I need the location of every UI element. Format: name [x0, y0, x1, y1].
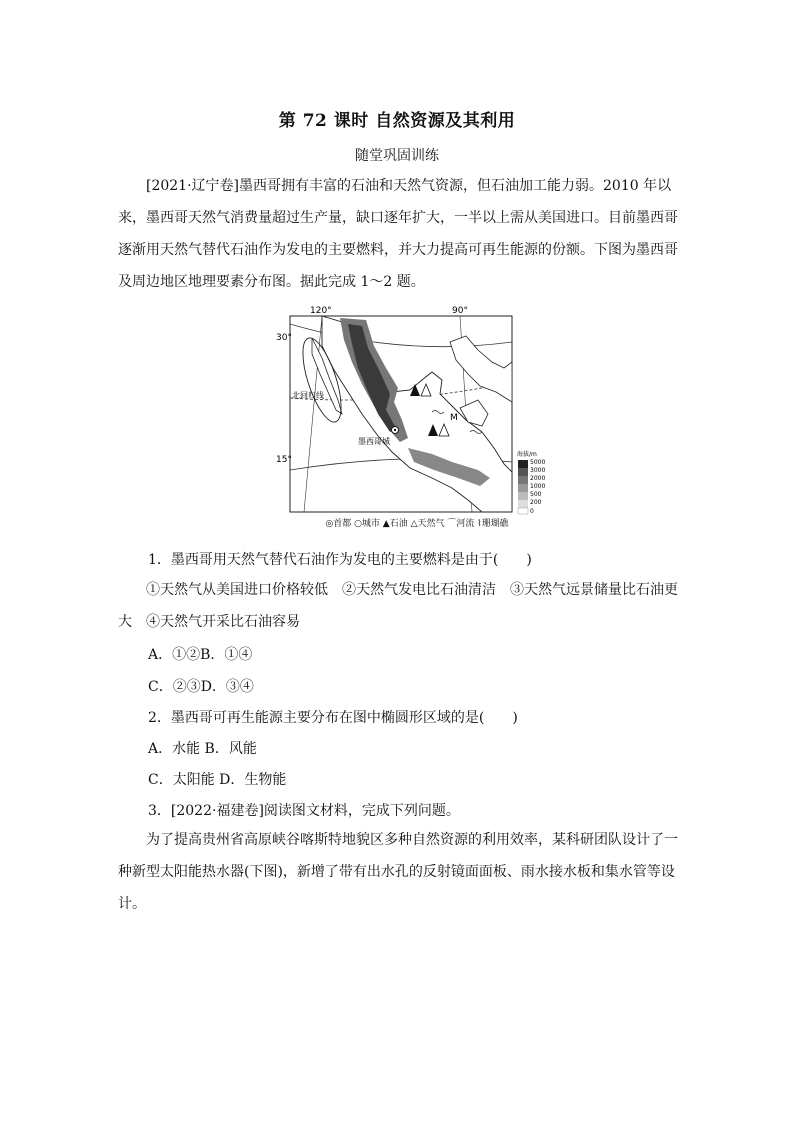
elevation-legend-title: 海拔/m — [517, 451, 537, 458]
question-1-stem: 1．墨西哥用天然气替代石油作为发电的主要燃料是由于( ) — [148, 552, 532, 568]
page-title: 第 72 课时 自然资源及其利用 — [278, 111, 516, 131]
svg-text:200: 200 — [530, 499, 542, 506]
tropic-label: 北回归线 — [292, 391, 324, 400]
elevation-legend — [517, 450, 545, 515]
question-3-stem: 3．[2022·福建卷]阅读图文材料，完成下列问题。 — [148, 803, 460, 819]
mexico-map — [276, 302, 552, 516]
lat-label-15: 15° — [276, 455, 292, 465]
lon-label-120: 120° — [310, 306, 332, 316]
question-1-choice-cd: C．②③D．③④ — [148, 679, 254, 695]
svg-text:1000: 1000 — [530, 483, 546, 490]
map-symbol-legend: ◎首都 ○城市 ▲石油 △天然气 ⌒河流 ⌇珊瑚礁 — [325, 519, 509, 529]
question-2-choice-cd: C．太阳能 D．生物能 — [148, 772, 287, 788]
question-2-choice-ab: A．水能 B．风能 — [148, 741, 257, 757]
lon-label-90: 90° — [452, 306, 468, 316]
question-2-stem: 2．墨西哥可再生能源主要分布在图中椭圆形区域的是( ) — [148, 710, 518, 726]
svg-text:5000: 5000 — [530, 459, 546, 466]
svg-text:500: 500 — [530, 491, 542, 498]
svg-text:3000: 3000 — [530, 467, 546, 474]
question-1-choice-ab: A．①②B．①④ — [148, 647, 253, 663]
capital-label: 墨西哥城 — [358, 437, 390, 446]
page-subtitle: 随堂巩固训练 — [355, 148, 439, 164]
svg-text:2000: 2000 — [530, 475, 546, 482]
material-paragraph: 为了提高贵州省高原峡谷喀斯特地貌区多种自然资源的利用效率，某科研团队设计了一种新型太阳能热水器(下图)，新增了带有出水孔的反射镜面面板、雨水接水板和集水管等设计。 — [118, 832, 678, 912]
mexico-map-figure — [276, 302, 552, 532]
question-1-options: ①天然气从美国进口价格较低 ②天然气发电比石油清洁 ③天然气远景储量比石油更大 ④天然气开采比石油容易 — [118, 582, 678, 630]
svg-text:0: 0 — [530, 508, 534, 515]
lat-label-30: 30° — [276, 333, 292, 343]
gulf-label: M — [450, 413, 458, 423]
intro-paragraph: [2021·辽宁卷]墨西哥拥有丰富的石油和天然气资源，但石油加工能力弱。2010 年以来，墨西哥天然气消费量超过生产量，缺口逐年扩大，一半以上需从美国进口。目前墨西哥逐渐用天然气替代石油作为发电的主要燃料，并大力提高可再生能源的份额。下图为墨西哥及周边地区地理要素分布图。据此完成 1～2 题。 — [118, 178, 678, 290]
